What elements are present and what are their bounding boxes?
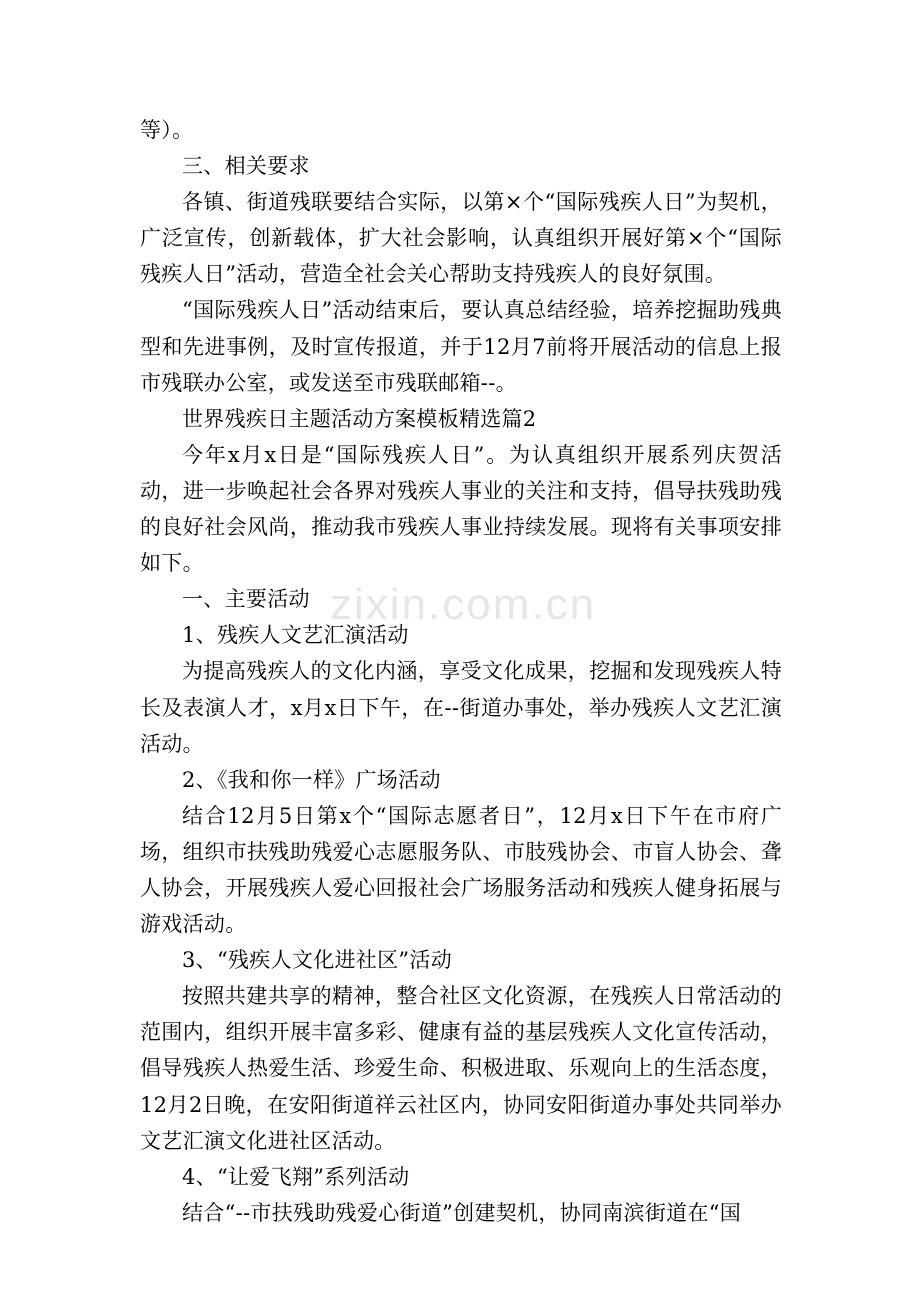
paragraph-13: 4、“让爱飞翔”系列活动 xyxy=(182,1164,410,1189)
paragraph-5: 今年x月x日是“国际残疾人日”。为认真组织开展系列庆贺活动，进一步唤起社会各界对残疾人事业的关注和支持，倡导扶残助残的良好社会风尚，推动我市残疾人事业持续发展。现将有关事项安排如下。 xyxy=(140,442,782,576)
paragraph-1: 三、相关要求 xyxy=(182,154,310,179)
paragraph-6: 一、主要活动 xyxy=(182,587,310,612)
watermark: zixin.com.cn xyxy=(330,580,597,629)
paragraph-9: 2、《我和你一样》广场活动 xyxy=(182,767,441,792)
paragraph-7: 1、残疾人文艺汇演活动 xyxy=(182,623,409,648)
paragraph-3: “国际残疾人日”活动结束后，要认真总结经验，培养挖掘助残典型和先进事例，及时宣传报道，并于12月7前将开展活动的信息上报市残联办公室，或发送至市残联邮箱--。 xyxy=(140,298,782,395)
paragraph-11: 3、“残疾人文化进社区”活动 xyxy=(182,948,453,973)
paragraph-12: 按照共建共享的精神，整合社区文化资源，在残疾人日常活动的范围内，组织开展丰富多彩、健康有益的基层残疾人文化宣传活动，倡导残疾人热爱生活、珍爱生命、积极进取、乐观向上的生活态度，12月2日晚，在安阳街道祥云社区内，协同安阳街道办事处共同举办文艺汇演文化进社区活动。 xyxy=(140,984,782,1153)
paragraph-8: 为提高残疾人的文化内涵，享受文化成果，挖掘和发现残疾人特长及表演人才，x月x日下午，在--街道办事处，举办残疾人文艺汇演活动。 xyxy=(140,659,782,756)
paragraph-14: 结合“--市扶残助残爱心街道”创建契机，协同南滨街道在“国 xyxy=(182,1200,742,1225)
paragraph-4: 世界残疾日主题活动方案模板精选篇2 xyxy=(182,406,537,431)
paragraph-0: 等）。 xyxy=(140,118,194,142)
document-body xyxy=(140,112,782,1231)
paragraph-10: 结合12月5日第x个“国际志愿者日”，12月x日下午在市府广场，组织市扶残助残爱心志愿服务队、市肢残协会、市盲人协会、聋人协会，开展残疾人爱心回报社会广场服务活动和残疾人健身拓展与游戏活动。 xyxy=(140,803,782,937)
paragraph-2: 各镇、街道残联要结合实际，以第×个“国际残疾人日”为契机，广泛宣传，创新载体，扩大社会影响，认真组织开展好第×个“国际残疾人日”活动，营造全社会关心帮助支持残疾人的良好氛围。 xyxy=(140,190,782,287)
